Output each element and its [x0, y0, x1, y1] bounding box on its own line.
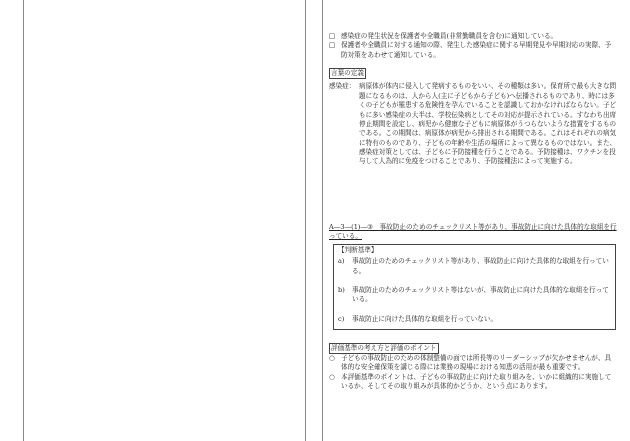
criteria-item: [338, 286, 611, 305]
checklist-text: 保護者や全職員に対する通知の際、発生した感染症に関する早期発見や早期対応の実際、予防対策をあわせて通知している。: [341, 41, 612, 59]
glossary-term: 感染症：: [329, 82, 356, 91]
criteria-label: a): [338, 257, 345, 266]
glossary-heading: 言葉の定義: [329, 68, 366, 79]
checklist-item: [329, 32, 617, 41]
criteria-item: [338, 315, 611, 324]
glossary-definition: 病原体が体内に侵入して発病するものをいい、その種類は多い。保育所で最も大きな問題になるものは、人から人(主に子どもから子ども)へ伝播されるものであり、時には多くの子どもが罹患する危険性を孕んでいることを認識しておかなければならない。子どもに多い感染症の大半は、学校伝染病としてその対応が提示されている。すなわち出席停止期間を設定し、病児から健康な子どもに病原体がうつらないような措置をするものである。この期間は、病原体が病児から排出される期間である。これはそれぞれの病気に特有のものであり、子どもの年齢や生活の場所によって異なるものではない。また、感染症対策としては、子どもに予防接種を行うことである。予防接種は、ワクチンを投与して人為的に免疫をつけることであり、予防接種法によって実施する。: [359, 82, 617, 166]
checklist-text: 感染症の発生状況を保護者や全職員(非常勤職員を含む)に通知している。: [341, 32, 558, 40]
checkbox-mark: □: [329, 41, 336, 50]
criteria-heading: 【判断基準】: [338, 246, 378, 254]
bullet-mark: ○: [329, 372, 335, 381]
criteria-label: c): [338, 314, 345, 323]
evaluation-list: [329, 354, 617, 391]
column-divider-middle: [305, 0, 306, 441]
section-title: A―3―(1)―③ 事故防止のためのチェックリスト等があり、事故防止に向けた具体的な取組を行っている。: [329, 223, 617, 241]
bullet-mark: ○: [329, 354, 335, 362]
checkbox-mark: □: [329, 32, 336, 40]
evaluation-text: 本評価基準のポイントは、子どもの事故防止に向けた取り組みを、いかに組織的に実施しているか、そしてその取り組みが具体的かどうか、という点にあります。: [341, 372, 612, 391]
upper-content: [329, 32, 617, 167]
evaluation-heading: 評価基準の考え方と評価のポイント: [329, 343, 439, 354]
criteria-label: b): [338, 286, 345, 295]
evaluation-item: [329, 373, 617, 392]
column-divider-right: [322, 0, 323, 441]
criteria-box: [333, 244, 616, 330]
evaluation-item: [329, 354, 617, 373]
criteria-item: [338, 257, 611, 276]
criteria-text: 事故防止のためのチェックリスト等はないが、事故防止に向けた具体的な取組を行っている。: [352, 286, 609, 304]
criteria-text: 事故防止に向けた具体的な取組を行っていない。: [352, 314, 498, 323]
glossary-entry: [329, 82, 617, 166]
evaluation-text: 子どもの事故防止のための体制整備の面では所長等のリーダーシップが欠かせませんが、具体的な安全確保策を講じる際には業務の現場における知恵の活用が最も重要です。: [341, 354, 612, 372]
checklist-item: [329, 41, 617, 60]
column-divider-left: [23, 0, 24, 441]
criteria-text: 事故防止のためのチェックリスト等があり、事故防止に向けた具体的な取組を行っている。: [352, 257, 609, 275]
